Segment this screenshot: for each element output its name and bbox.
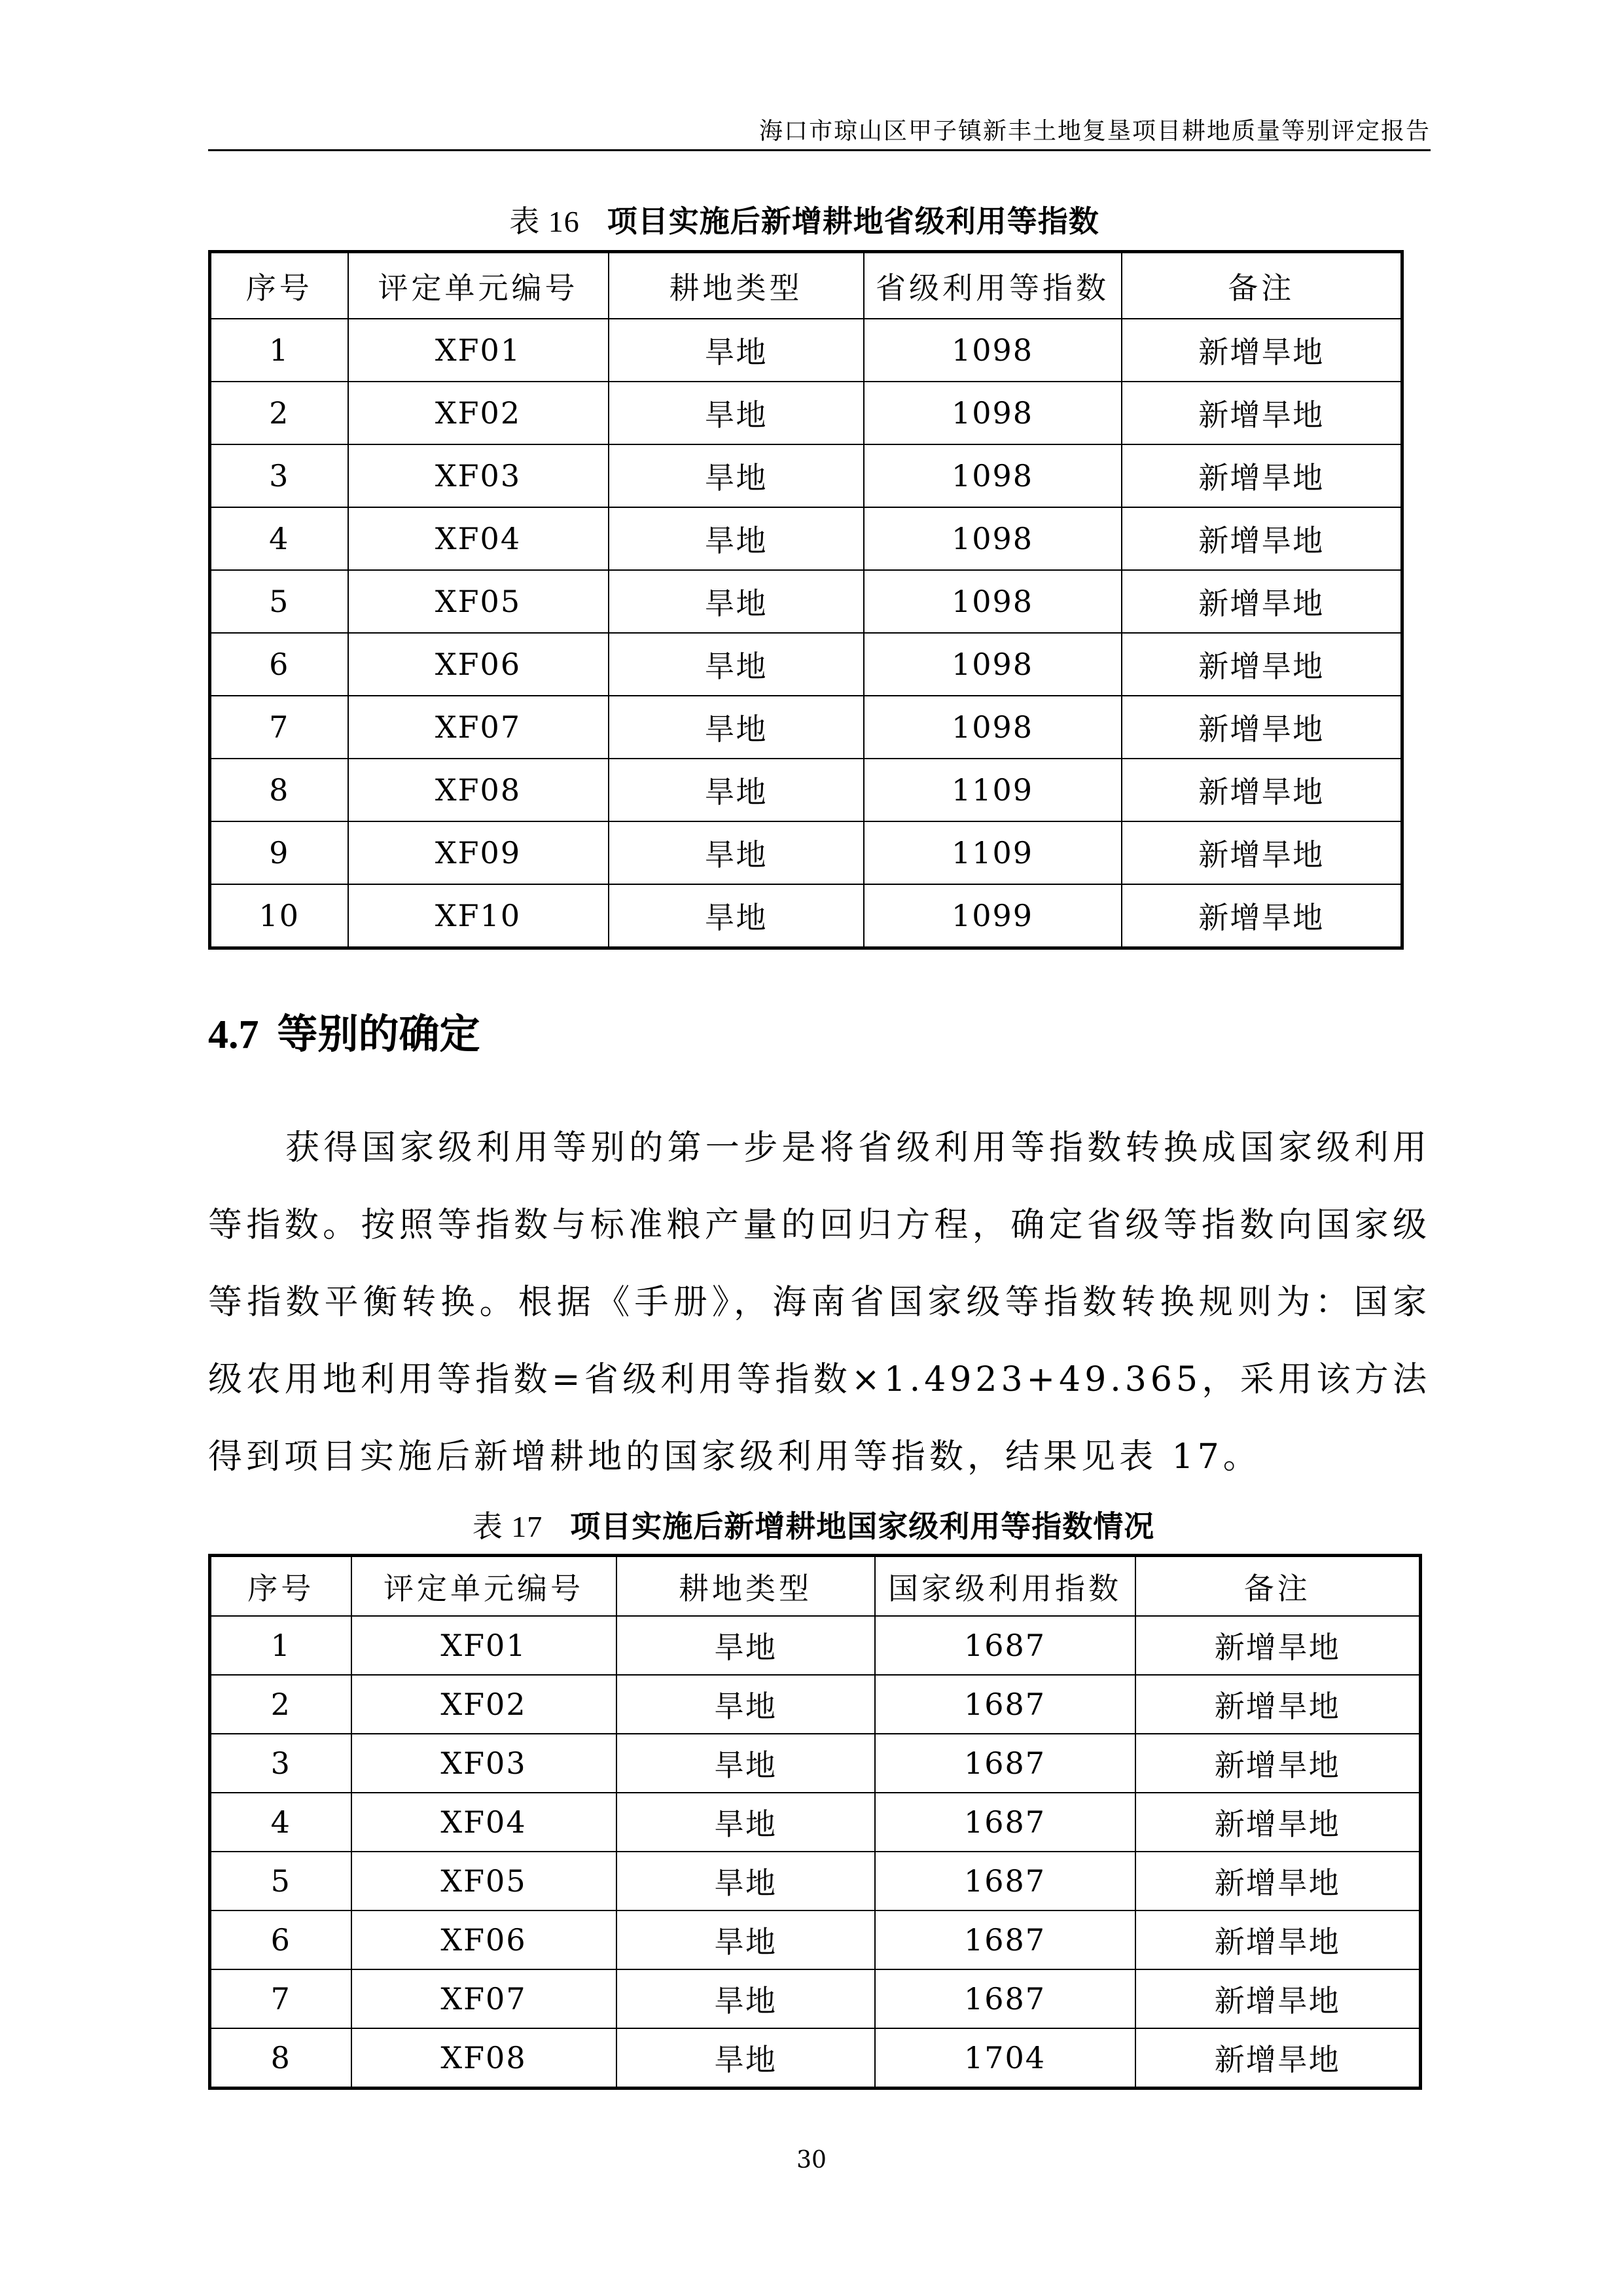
table17-caption	[208, 1503, 1419, 1546]
header-rule	[208, 149, 1431, 151]
table-cell: 2	[210, 1675, 351, 1734]
section-number: 4.7	[208, 1013, 259, 1057]
table-cell: 新增旱地	[1122, 507, 1402, 570]
table-cell: 5	[210, 570, 348, 633]
running-header: 海口市琼山区甲子镇新丰土地复垦项目耕地质量等别评定报告	[758, 118, 1431, 145]
table-cell: 旱地	[609, 319, 864, 382]
table-cell: 旱地	[616, 1910, 875, 1969]
table-row	[210, 1910, 1421, 1969]
table-cell: 新增旱地	[1122, 444, 1402, 507]
table-cell: XF05	[351, 1852, 616, 1910]
table-cell: XF02	[348, 382, 609, 444]
section-title: 等别的确定	[277, 1010, 480, 1058]
table-cell: 1687	[875, 1852, 1135, 1910]
table-cell: 1098	[864, 570, 1122, 633]
table-cell: 4	[210, 1793, 351, 1852]
table16-header-cell: 序号	[210, 252, 348, 319]
table-row	[210, 1793, 1421, 1852]
table-cell: 新增旱地	[1122, 696, 1402, 759]
table-row	[210, 1675, 1421, 1734]
table17	[208, 1554, 1422, 2090]
table17-header-cell: 备注	[1135, 1556, 1421, 1617]
table16-header-row	[210, 252, 1402, 319]
table-cell: 新增旱地	[1135, 1852, 1421, 1910]
table-row	[210, 759, 1402, 821]
table-cell: 新增旱地	[1122, 570, 1402, 633]
table16-caption	[208, 198, 1400, 241]
table-cell: XF03	[348, 444, 609, 507]
table-row	[210, 821, 1402, 884]
table-cell: XF09	[348, 821, 609, 884]
table-cell: 旱地	[609, 884, 864, 948]
table16-header-cell: 备注	[1122, 252, 1402, 319]
table-cell: 1687	[875, 1675, 1135, 1734]
table-cell: 旱地	[609, 570, 864, 633]
table-cell: 1109	[864, 821, 1122, 884]
table-cell: XF08	[351, 2028, 616, 2089]
table-cell: 新增旱地	[1122, 759, 1402, 821]
table-row	[210, 382, 1402, 444]
table16-caption-title: 项目实施后新增耕地省级利用等指数	[607, 204, 1099, 239]
table-cell: 1098	[864, 444, 1122, 507]
table-row	[210, 507, 1402, 570]
table-cell: XF04	[348, 507, 609, 570]
table17-header-row	[210, 1556, 1421, 1617]
table17-header-cell: 国家级利用指数	[875, 1556, 1135, 1617]
table-cell: 1687	[875, 1910, 1135, 1969]
table16	[208, 250, 1404, 950]
table-row	[210, 696, 1402, 759]
table-cell: 旱地	[609, 821, 864, 884]
table-cell: 1687	[875, 1793, 1135, 1852]
table-cell: 1704	[875, 2028, 1135, 2089]
table-cell: 8	[210, 2028, 351, 2089]
table-cell: 旱地	[609, 633, 864, 696]
table-cell: XF06	[351, 1910, 616, 1969]
table-cell: 旱地	[616, 1793, 875, 1852]
table-cell: XF10	[348, 884, 609, 948]
table-cell: 1109	[864, 759, 1122, 821]
table-cell: 新增旱地	[1135, 1675, 1421, 1734]
body-paragraph: 获得国家级利用等别的第一步是将省级利用等指数转换成国家级利用等指数。按照等指数与标准粮产量的回归方程，确定省级等指数向国家级等指数平衡转换。根据《手册》，海南省国家级等指数转换规则为：国家级农用地利用等指数=省级利用等指数×1.4923+49.365，采用该方法得到项目实施后新增耕地的国家级利用等指数，结果见表 17。	[208, 1128, 1431, 1477]
table-cell: 旱地	[609, 507, 864, 570]
table-cell: 10	[210, 884, 348, 948]
table-cell: XF01	[351, 1616, 616, 1675]
table-cell: 7	[210, 696, 348, 759]
table-cell: 旱地	[616, 1675, 875, 1734]
table-cell: 新增旱地	[1135, 1969, 1421, 2028]
table17-header-cell: 评定单元编号	[351, 1556, 616, 1617]
table-cell: 新增旱地	[1135, 1616, 1421, 1675]
table-row	[210, 1852, 1421, 1910]
table-cell: 旱地	[609, 382, 864, 444]
table-cell: 1098	[864, 633, 1122, 696]
table-row	[210, 444, 1402, 507]
table-cell: 3	[210, 1734, 351, 1793]
table-cell: 1	[210, 1616, 351, 1675]
table-row	[210, 1734, 1421, 1793]
table-cell: 6	[210, 633, 348, 696]
table-cell: 5	[210, 1852, 351, 1910]
table-cell: 1098	[864, 382, 1122, 444]
table-cell: 1098	[864, 507, 1122, 570]
table-cell: 新增旱地	[1122, 633, 1402, 696]
table-cell: XF06	[348, 633, 609, 696]
table-cell: 旱地	[616, 1616, 875, 1675]
page-number: 30	[796, 2147, 827, 2174]
table-cell: 新增旱地	[1122, 821, 1402, 884]
table16-header-cell: 评定单元编号	[348, 252, 609, 319]
table17-caption-title: 项目实施后新增耕地国家级利用等指数情况	[570, 1509, 1155, 1544]
table-cell: XF04	[351, 1793, 616, 1852]
table-cell: 9	[210, 821, 348, 884]
table-cell: 新增旱地	[1135, 1734, 1421, 1793]
table-cell: 1687	[875, 1969, 1135, 2028]
table-cell: 新增旱地	[1135, 1910, 1421, 1969]
table-cell: 旱地	[616, 2028, 875, 2089]
table-row	[210, 1969, 1421, 2028]
table-row	[210, 633, 1402, 696]
table-cell: 8	[210, 759, 348, 821]
table17-header-cell: 耕地类型	[616, 1556, 875, 1617]
table-cell: 1	[210, 319, 348, 382]
table-cell: 6	[210, 1910, 351, 1969]
table-cell: 1099	[864, 884, 1122, 948]
table-cell: XF01	[348, 319, 609, 382]
table-cell: 新增旱地	[1122, 319, 1402, 382]
table-cell: 1098	[864, 319, 1122, 382]
table-cell: 1687	[875, 1616, 1135, 1675]
table-row	[210, 1616, 1421, 1675]
table-cell: 旱地	[609, 444, 864, 507]
table-cell: XF07	[348, 696, 609, 759]
table-cell: 旱地	[616, 1734, 875, 1793]
table-row	[210, 884, 1402, 948]
table16-header-cell: 省级利用等指数	[864, 252, 1122, 319]
table-cell: 新增旱地	[1122, 382, 1402, 444]
table-row	[210, 2028, 1421, 2089]
table-cell: 1687	[875, 1734, 1135, 1793]
table-cell: 2	[210, 382, 348, 444]
table17-caption-number: 表 17	[472, 1510, 543, 1543]
table-row	[210, 570, 1402, 633]
table-cell: 4	[210, 507, 348, 570]
table-cell: 7	[210, 1969, 351, 2028]
section-heading	[208, 1001, 480, 1060]
table17-header-cell: 序号	[210, 1556, 351, 1617]
table-cell: 新增旱地	[1135, 2028, 1421, 2089]
table-cell: 1098	[864, 696, 1122, 759]
table16-header-cell: 耕地类型	[609, 252, 864, 319]
table-cell: XF02	[351, 1675, 616, 1734]
table-cell: 新增旱地	[1122, 884, 1402, 948]
table-cell: 旱地	[609, 759, 864, 821]
table-cell: 新增旱地	[1135, 1793, 1421, 1852]
table-cell: XF07	[351, 1969, 616, 2028]
table16-caption-number: 表 16	[509, 205, 580, 238]
table-cell: 旱地	[609, 696, 864, 759]
table-row	[210, 319, 1402, 382]
table-cell: XF03	[351, 1734, 616, 1793]
table-cell: 旱地	[616, 1969, 875, 2028]
table-cell: 3	[210, 444, 348, 507]
table-cell: 旱地	[616, 1852, 875, 1910]
table-cell: XF05	[348, 570, 609, 633]
table-cell: XF08	[348, 759, 609, 821]
